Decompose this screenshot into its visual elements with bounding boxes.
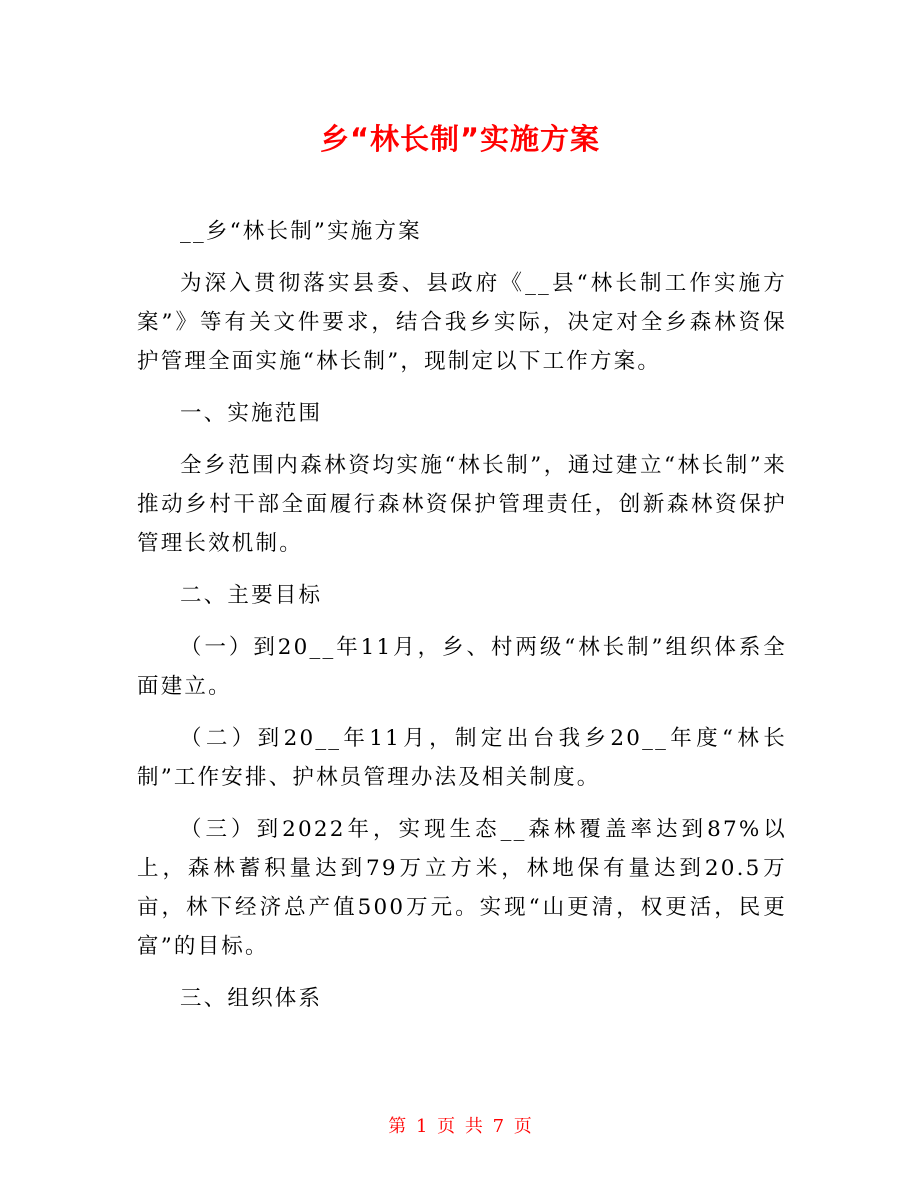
document-title: 乡“林长制”实施方案	[319, 122, 601, 156]
paragraph-goal-1: （一）到20__年11月，乡、村两级“林长制”组织体系全面建立。	[137, 635, 787, 699]
paragraph-subtitle: __乡“林长制”实施方案	[180, 219, 422, 244]
document-body	[137, 212, 787, 1031]
section-heading-scope: 一、实施范围	[180, 401, 323, 426]
paragraph-scope: 全乡范围内森林资均实施“林长制”，通过建立“林长制”来推动乡村干部全面履行森林资保护管理责任，创新森林资保护管理长效机制。	[137, 453, 787, 556]
page-number-footer: 第 1 页 共 7 页	[388, 1116, 532, 1137]
section-heading-goals: 二、主要目标	[180, 583, 323, 608]
paragraph-intro: 为深入贯彻落实县委、县政府《__县“林长制工作实施方案”》等有关文件要求，结合我乡实际，决定对全乡森林资保护管理全面实施“林长制”，现制定以下工作方案。	[137, 271, 787, 374]
paragraph-goal-2: （二）到20__年11月，制定出台我乡20__年度“林长制”工作安排、护林员管理办法及相关制度。	[137, 726, 787, 790]
paragraph-goal-3: （三）到2022年，实现生态__森林覆盖率达到87%以上，森林蓄积量达到79万立方米，林地保有量达到20.5万亩，林下经济总产值500万元。实现“山更清，权更活，民更富”的目标。	[137, 817, 787, 959]
section-heading-organization: 三、组织体系	[180, 986, 323, 1011]
